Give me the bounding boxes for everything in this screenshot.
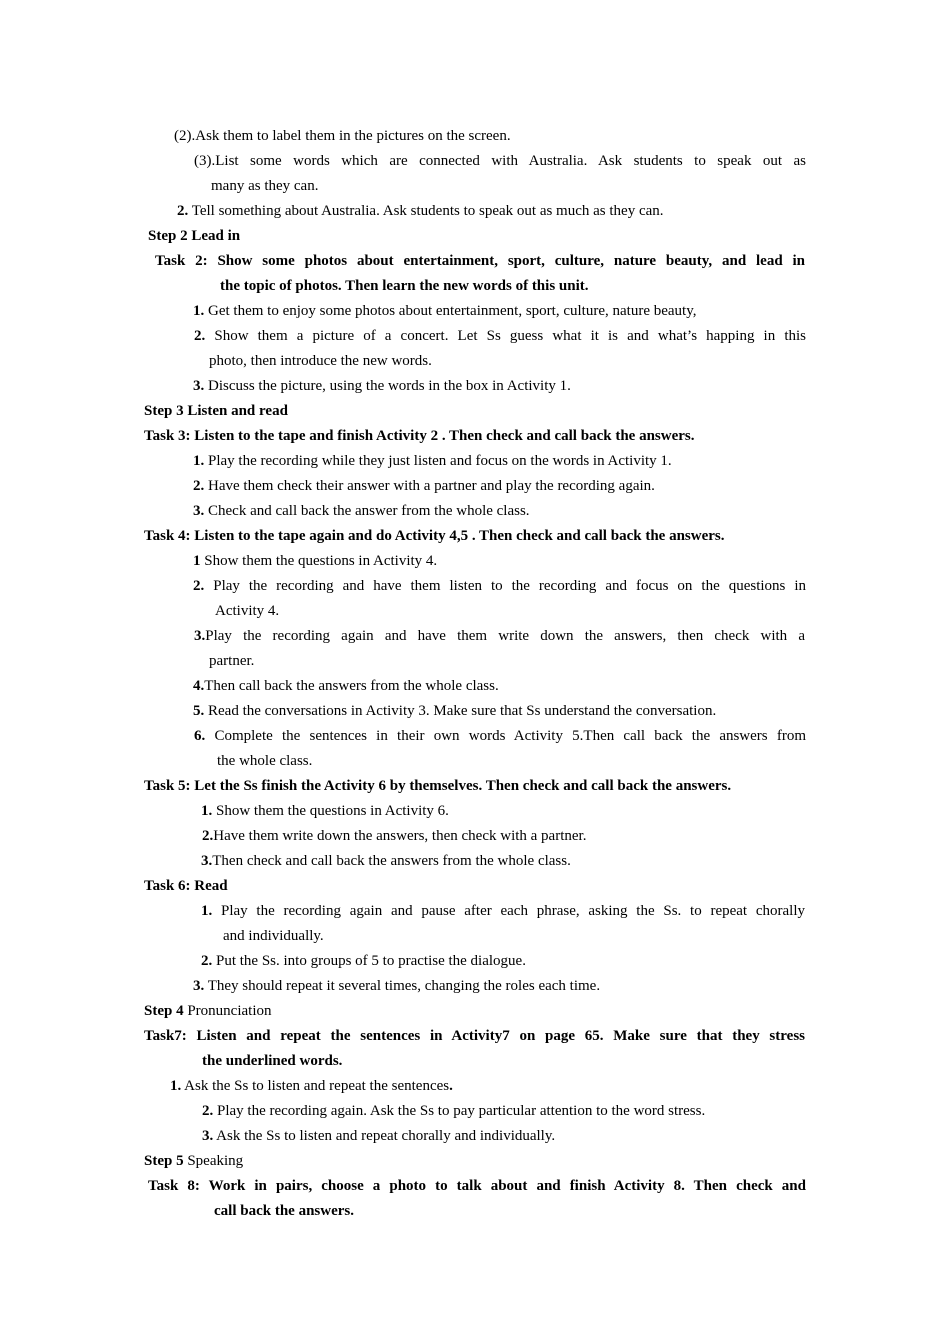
task-heading: Task 5: Let the Ss finish the Activity 6 by themselves. Then check and call back the answers.	[144, 778, 732, 794]
list-item-cont: and individually.	[223, 928, 324, 944]
list-item: 2. Have them check their answer with a partner and play the recording again.	[193, 478, 655, 494]
sub-item-2: (2).Ask them to label them in the pictures on the screen.	[174, 128, 511, 144]
list-item: 1 Show them the questions in Activity 4.	[193, 553, 438, 569]
task-heading: Task7: Listen and repeat the sentences in Activity7 on page 65. Make sure that they stress	[144, 1028, 805, 1044]
list-item: 3. Check and call back the answer from the whole class.	[193, 503, 530, 519]
step-heading: Step 5 Speaking	[144, 1153, 244, 1169]
list-item: 2. Put the Ss. into groups of 5 to practise the dialogue.	[201, 953, 526, 969]
list-item-cont: the whole class.	[217, 753, 313, 769]
list-item: 3.Then check and call back the answers from the whole class.	[201, 853, 571, 869]
task-heading: Task 8: Work in pairs, choose a photo to talk about and finish Activity 8. Then check and	[148, 1178, 806, 1194]
list-item: 2.Have them write down the answers, then check with a partner.	[202, 828, 587, 844]
list-item: 1. Show them the questions in Activity 6.	[201, 803, 449, 819]
list-item: 2. Play the recording and have them listen to the recording and focus on the questions in	[193, 578, 806, 594]
list-item: 6. Complete the sentences in their own words Activity 5.Then call back the answers from	[194, 728, 806, 744]
sub-item-3: (3).List some words which are connected with Australia. Ask students to speak out as	[194, 153, 806, 169]
list-item: 2. Show them a picture of a concert. Let Ss guess what it is and what’s happing in this	[194, 328, 806, 344]
list-item: 3. Discuss the picture, using the words in the box in Activity 1.	[193, 378, 571, 394]
list-item-cont: photo, then introduce the new words.	[209, 353, 432, 369]
list-item: 4.Then call back the answers from the whole class.	[193, 678, 499, 694]
task-heading: Task 2: Show some photos about entertainment, sport, culture, nature beauty, and lead in	[155, 253, 805, 269]
list-item: 5. Read the conversations in Activity 3. Make sure that Ss understand the conversation.	[193, 703, 717, 719]
step-heading: Step 4 Pronunciation	[144, 1003, 272, 1019]
list-item: 1. Play the recording again and pause after each phrase, asking the Ss. to repeat chorally	[201, 903, 805, 919]
list-item: 3. Ask the Ss to listen and repeat chorally and individually.	[202, 1128, 556, 1144]
task-heading-cont: the underlined words.	[202, 1053, 343, 1069]
task-heading: Task 4: Listen to the tape again and do Activity 4,5 . Then check and call back the answers.	[144, 528, 725, 544]
task-heading-cont: call back the answers.	[214, 1203, 354, 1219]
task-heading-cont: the topic of photos. Then learn the new words of this unit.	[220, 278, 589, 294]
list-item: 2. Tell something about Australia. Ask students to speak out as much as they can.	[177, 203, 664, 219]
task-heading: Task 3: Listen to the tape and finish Activity 2 . Then check and call back the answers.	[144, 428, 695, 444]
list-item: 2. Play the recording again. Ask the Ss to pay particular attention to the word stress.	[202, 1103, 706, 1119]
list-item: 1. Ask the Ss to listen and repeat the sentences.	[170, 1078, 453, 1094]
list-item-cont: Activity 4.	[215, 603, 280, 619]
sub-item-3-cont: many as they can.	[211, 178, 319, 194]
list-item: 1. Get them to enjoy some photos about entertainment, sport, culture, nature beauty,	[193, 303, 697, 319]
list-item: 3. They should repeat it several times, changing the roles each time.	[193, 978, 601, 994]
list-item: 3.Play the recording again and have them write down the answers, then check with a	[194, 628, 805, 644]
step-heading: Step 2 Lead in	[148, 228, 241, 244]
list-item: 1. Play the recording while they just listen and focus on the words in Activity 1.	[193, 453, 672, 469]
step-heading: Step 3 Listen and read	[144, 403, 288, 419]
task-heading: Task 6: Read	[144, 878, 228, 894]
list-item-cont: partner.	[209, 653, 255, 669]
